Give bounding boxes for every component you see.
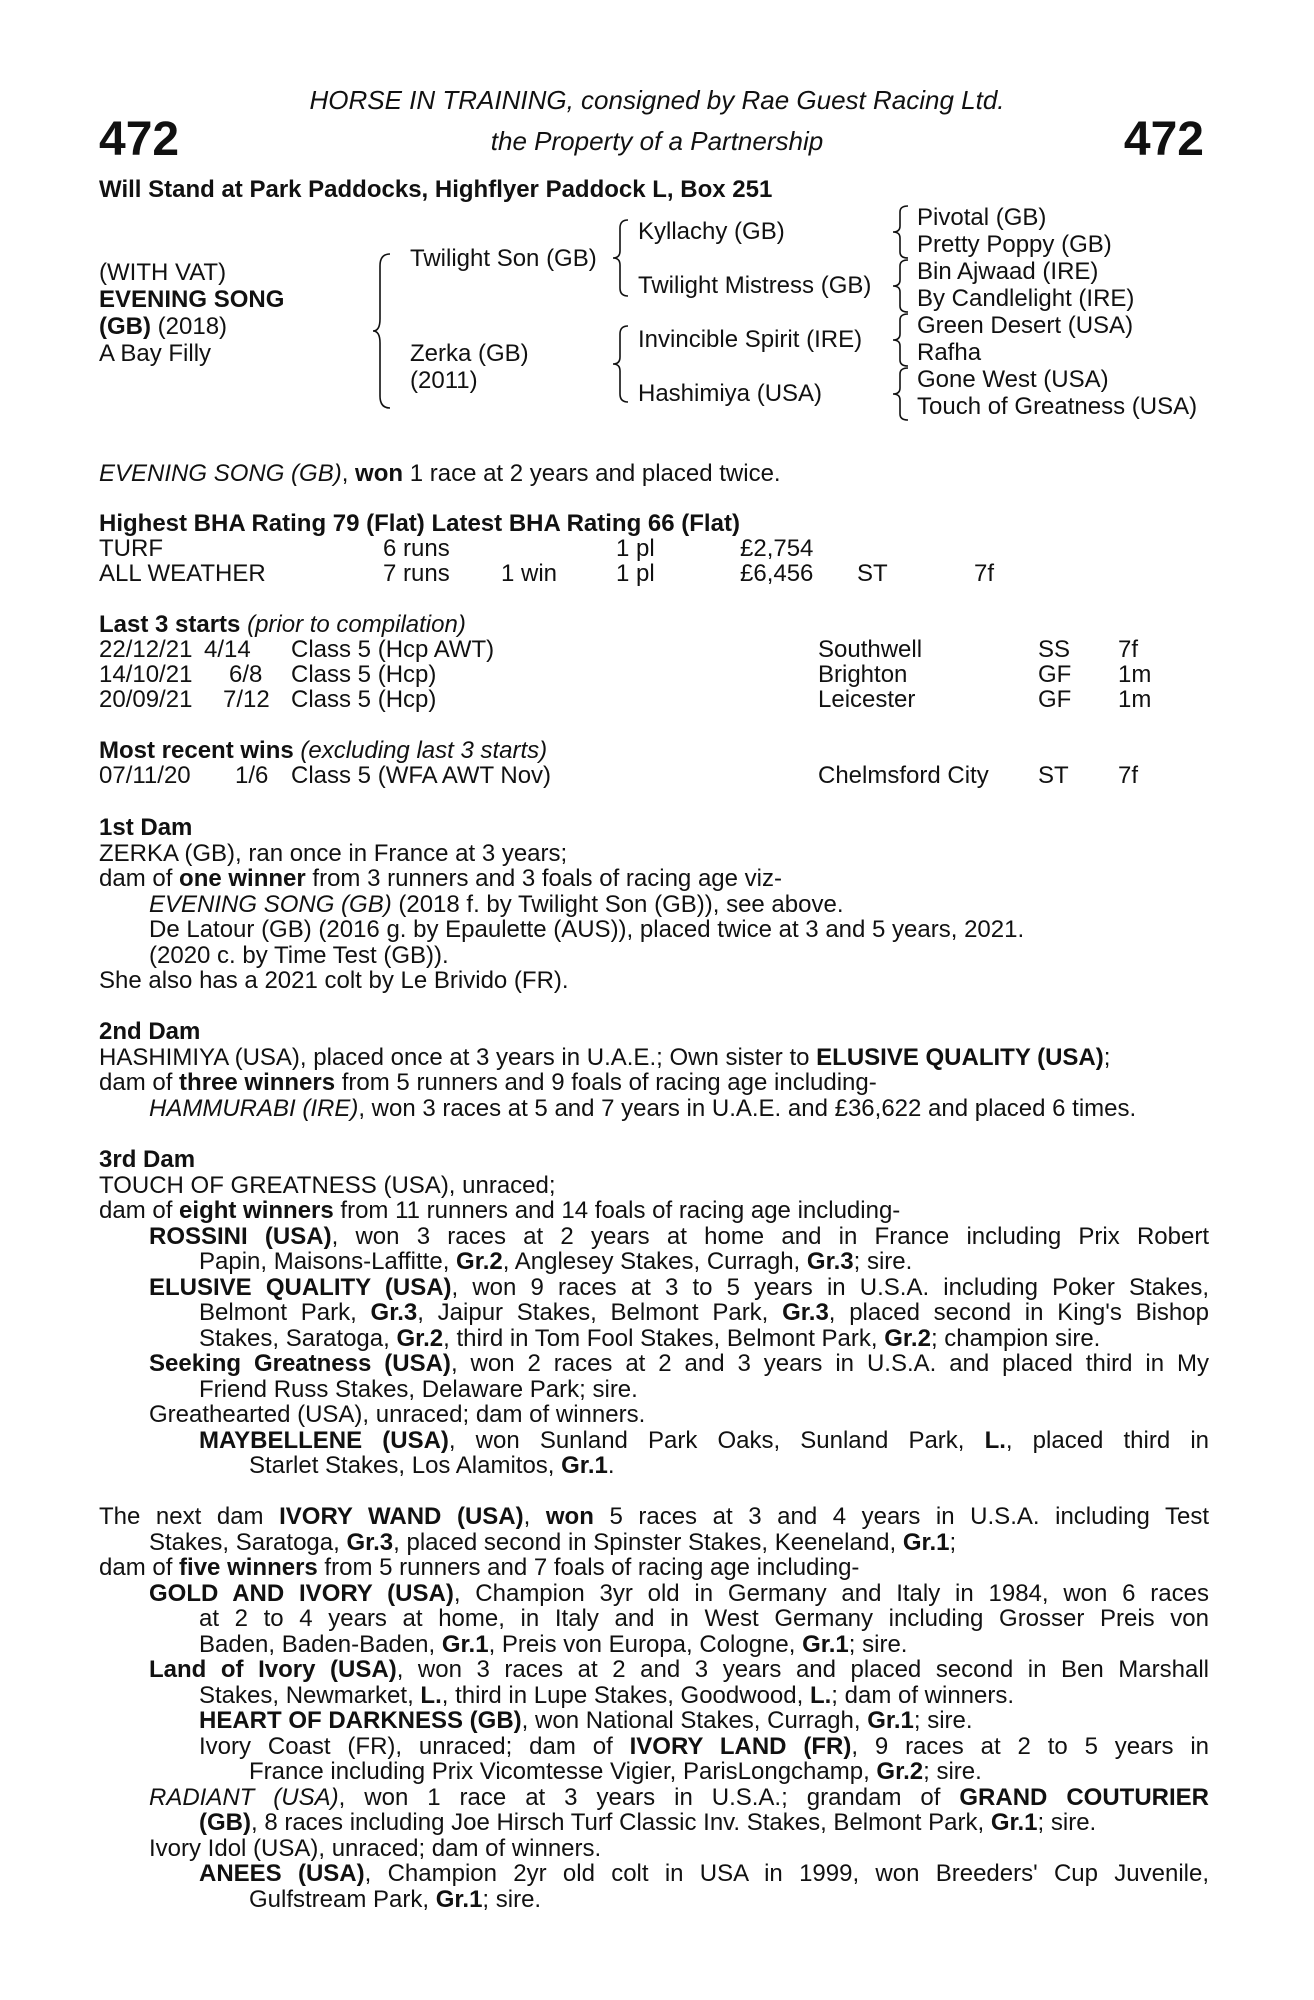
pedigree-sire-sire: Kyllachy (GB) xyxy=(638,218,785,245)
lot-number-right: 472 xyxy=(1123,113,1204,166)
lot-number-left: 472 xyxy=(99,113,180,166)
next-dam-line: Land of Ivory (USA), won 3 races at 2 and 3 years and placed second in Ben Marshall xyxy=(149,1656,1209,1683)
vat-label: (WITH VAT) xyxy=(99,259,227,286)
next-dam-line: Ivory Idol (USA), unraced; dam of winners. xyxy=(149,1835,602,1862)
next-dam-line: RADIANT (USA), won 1 race at 3 years in U.S.A.; grandam of GRAND COUTURIER xyxy=(149,1784,1210,1811)
first-dam-line: EVENING SONG (GB) (2018 f. by Twilight Son (GB)), see above. xyxy=(149,891,844,918)
horse-origin: (GB) (2018) xyxy=(99,313,228,340)
next-dam-line: Gulfstream Park, Gr.1; sire. xyxy=(249,1886,542,1913)
third-dam-line: Starlet Stakes, Los Alamitos, Gr.1. xyxy=(249,1452,615,1479)
recent-wins-heading: Most recent wins (excluding last 3 starts) xyxy=(99,737,548,764)
next-dam-line: France including Prix Vicomtesse Vigier, ParisLongchamp, Gr.2; sire. xyxy=(249,1758,982,1785)
third-dam-line: TOUCH OF GREATNESS (USA), unraced; xyxy=(99,1172,556,1199)
next-dam-line: ANEES (USA), Champion 2yr old colt in USA in 1999, won Breeders' Cup Juvenile, xyxy=(199,1860,1210,1887)
third-dam-line: ELUSIVE QUALITY (USA), won 9 races at 3 to 5 years in U.S.A. including Poker Stakes, xyxy=(149,1274,1210,1301)
horse-name: EVENING SONG xyxy=(99,286,285,313)
pedigree-ddd: Touch of Greatness (USA) xyxy=(917,393,1198,420)
next-dam-line: at 2 to 4 years at home, in Italy and in West Germany including Grosser Preis von xyxy=(199,1605,1209,1632)
pedigree-brace-sd xyxy=(892,258,910,314)
next-dam-line: Ivory Coast (FR), unraced; dam of IVORY LAND (FR), 9 races at 2 to 5 years in xyxy=(199,1733,1209,1760)
pedigree-sds: Bin Ajwaad (IRE) xyxy=(917,258,1099,285)
pedigree-sire: Twilight Son (GB) xyxy=(410,245,597,272)
pedigree-dss: Green Desert (USA) xyxy=(917,312,1134,339)
next-dam-line: dam of five winners from 5 runners and 7 foals of racing age including- xyxy=(99,1554,860,1581)
pedigree-dam: Zerka (GB) xyxy=(410,340,529,367)
third-dam-line: Belmont Park, Gr.3, Jaipur Stakes, Belmont Park, Gr.3, placed second in King's Bishop xyxy=(199,1299,1209,1326)
pedigree-dds: Gone West (USA) xyxy=(917,366,1109,393)
first-dam-line: ZERKA (GB), ran once in France at 3 years; xyxy=(99,840,568,867)
stand-location: Will Stand at Park Paddocks, Highflyer Paddock L, Box 251 xyxy=(99,176,773,203)
next-dam-line: Stakes, Newmarket, L., third in Lupe Stakes, Goodwood, L.; dam of winners. xyxy=(199,1682,1015,1709)
second-dam-line: HAMMURABI (IRE), won 3 races at 5 and 7 years in U.A.E. and £36,622 and placed 6 times. xyxy=(149,1095,1137,1122)
third-dam-line: Stakes, Saratoga, Gr.2, third in Tom Fool Stakes, Belmont Park, Gr.2; champion sire. xyxy=(199,1325,1101,1352)
pedigree-sire-dam: Twilight Mistress (GB) xyxy=(638,272,872,299)
pedigree-dsd: Rafha xyxy=(917,339,982,366)
pedigree-dam-year: (2011) xyxy=(410,367,478,394)
race-summary: EVENING SONG (GB), won 1 race at 2 years and placed twice. xyxy=(99,460,781,487)
second-dam-line: dam of three winners from 5 runners and 9 foals of racing age including- xyxy=(99,1069,877,1096)
third-dam-heading: 3rd Dam xyxy=(99,1146,196,1173)
first-dam-line: De Latour (GB) (2016 g. by Epaulette (AUS)), placed twice at 3 and 5 years, 2021. xyxy=(149,916,1025,943)
pedigree-sdd: By Candlelight (IRE) xyxy=(917,285,1135,312)
pedigree-brace-main xyxy=(372,252,392,410)
last-starts-heading: Last 3 starts (prior to compilation) xyxy=(99,611,466,638)
pedigree-ssd: Pretty Poppy (GB) xyxy=(917,231,1112,258)
second-dam-heading: 2nd Dam xyxy=(99,1018,201,1045)
pedigree-dam-sire: Invincible Spirit (IRE) xyxy=(638,326,863,353)
horse-description: A Bay Filly xyxy=(99,340,212,367)
pedigree-brace-dam xyxy=(612,324,630,404)
pedigree-brace-ss xyxy=(892,204,910,260)
next-dam-line: HEART OF DARKNESS (GB), won National Stakes, Curragh, Gr.1; sire. xyxy=(199,1707,973,1734)
third-dam-line: Friend Russ Stakes, Delaware Park; sire. xyxy=(199,1376,638,1403)
next-dam-line: Stakes, Saratoga, Gr.3, placed second in Spinster Stakes, Keeneland, Gr.1; xyxy=(149,1529,957,1556)
next-dam-line: GOLD AND IVORY (USA), Champion 3yr old in Germany and Italy in 1984, won 6 races xyxy=(149,1580,1209,1607)
third-dam-line: MAYBELLENE (USA), won Sunland Park Oaks, Sunland Park, L., placed third in xyxy=(199,1427,1209,1454)
pedigree-brace-ds xyxy=(892,312,910,368)
consignor-line: HORSE IN TRAINING, consigned by Rae Guest Racing Ltd. xyxy=(309,85,1005,115)
first-dam-line: She also has a 2021 colt by Le Brivido (FR). xyxy=(99,967,569,994)
first-dam-heading: 1st Dam xyxy=(99,814,193,841)
third-dam-line: ROSSINI (USA), won 3 races at 2 years at home and in France including Prix Robert xyxy=(149,1223,1209,1250)
pedigree-brace-dd xyxy=(892,366,910,422)
next-dam-line: (GB), 8 races including Joe Hirsch Turf Classic Inv. Stakes, Belmont Park, Gr.1; sire. xyxy=(199,1809,1097,1836)
bha-rating: Highest BHA Rating 79 (Flat) Latest BHA Rating 66 (Flat) xyxy=(99,510,740,537)
pedigree-brace-sire xyxy=(612,218,630,298)
first-dam-line: dam of one winner from 3 runners and 3 foals of racing age viz- xyxy=(99,865,782,892)
third-dam-line: dam of eight winners from 11 runners and 14 foals of racing age including- xyxy=(99,1197,901,1224)
pedigree-dam-dam: Hashimiya (USA) xyxy=(638,380,823,407)
second-dam-line: HASHIMIYA (USA), placed once at 3 years in U.A.E.; Own sister to ELUSIVE QUALITY (USA); xyxy=(99,1044,1111,1071)
next-dam-line: The next dam IVORY WAND (USA), won 5 races at 3 and 4 years in U.S.A. including Test xyxy=(99,1503,1209,1530)
third-dam-line: Seeking Greatness (USA), won 2 races at 2 and 3 years in U.S.A. and placed third in My xyxy=(149,1350,1209,1377)
pedigree-sss: Pivotal (GB) xyxy=(917,204,1047,231)
next-dam-line: Baden, Baden-Baden, Gr.1, Preis von Europa, Cologne, Gr.1; sire. xyxy=(199,1631,908,1658)
third-dam-line: Papin, Maisons-Laffitte, Gr.2, Anglesey Stakes, Curragh, Gr.3; sire. xyxy=(199,1248,913,1275)
third-dam-line: Greathearted (USA), unraced; dam of winners. xyxy=(149,1401,646,1428)
first-dam-line: (2020 c. by Time Test (GB)). xyxy=(149,942,449,969)
property-line: the Property of a Partnership xyxy=(490,126,824,156)
